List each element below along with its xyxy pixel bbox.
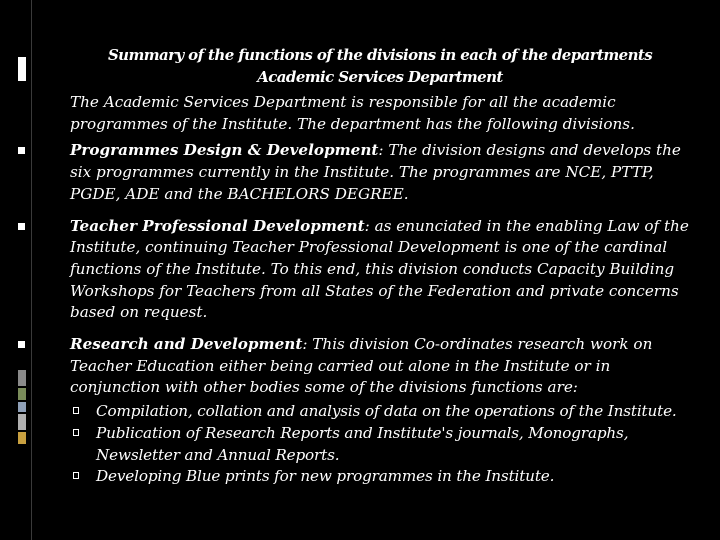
bullet-text: : as enunciated in the enabling Law of the Institute, continuing Teacher Professional Development is one of the cardinal functions of the Institute. To this end, this division conducts Capacity Building Workshops for Teachers from all States of the Federation and private concerns based on request. [70, 216, 689, 322]
bullet-text: : This division Co-ordinates research work on Teacher Education either being carried out alone in the Institute or in conjunction with other bodies some of the divisions functions are: [70, 335, 653, 397]
decorative-bar [18, 402, 26, 412]
decorative-bar [18, 432, 26, 444]
decorative-bar [18, 414, 26, 430]
hollow-square-bullet-icon [73, 429, 79, 436]
bullet-programmes-design [70, 140, 702, 205]
bullet-heading: Programmes Design & Development [70, 141, 379, 160]
bullet-heading: Research and Development [70, 335, 303, 354]
square-bullet-icon [18, 341, 25, 348]
bullet-heading: Teacher Professional Development [70, 216, 365, 235]
bullet-teacher-development [70, 216, 702, 325]
sub-item [70, 423, 702, 466]
sub-item-text: Developing Blue prints for new programmes in the Institute. [96, 467, 555, 486]
square-bullet-icon [18, 223, 25, 230]
bullet-text: : The division designs and develops the six programmes currently in the Institute. The programmes are NCE, PTTP, PGDE, ADE and the BACHELORS DEGREE. [70, 141, 681, 203]
intro-paragraph: The Academic Services Department is responsible for all the academic programmes of the Institute. The department has the following divisions. [70, 93, 635, 133]
sub-item-text: Publication of Research Reports and Institute's journals, Monographs, Newsletter and Annual Reports. [96, 423, 629, 464]
hollow-square-bullet-icon [73, 407, 79, 414]
sub-item [70, 401, 702, 423]
slide-title [50, 44, 710, 88]
slide-body [70, 92, 702, 498]
sub-item [70, 466, 702, 488]
square-bullet-icon [18, 147, 25, 154]
title-line-1: Summary of the functions of the divisions in each of the departments [107, 46, 653, 64]
left-margin-band [0, 0, 31, 540]
decorative-bar [18, 388, 26, 400]
sub-list [70, 401, 702, 488]
title-line-2: Academic Services Department [257, 68, 503, 86]
decorative-bar [18, 370, 26, 386]
decorative-bar-top [18, 57, 26, 81]
hollow-square-bullet-icon [73, 472, 79, 479]
bullet-research-development [70, 334, 702, 488]
sub-item-text: Compilation, collation and analysis of data on the operations of the Institute. [96, 402, 677, 421]
